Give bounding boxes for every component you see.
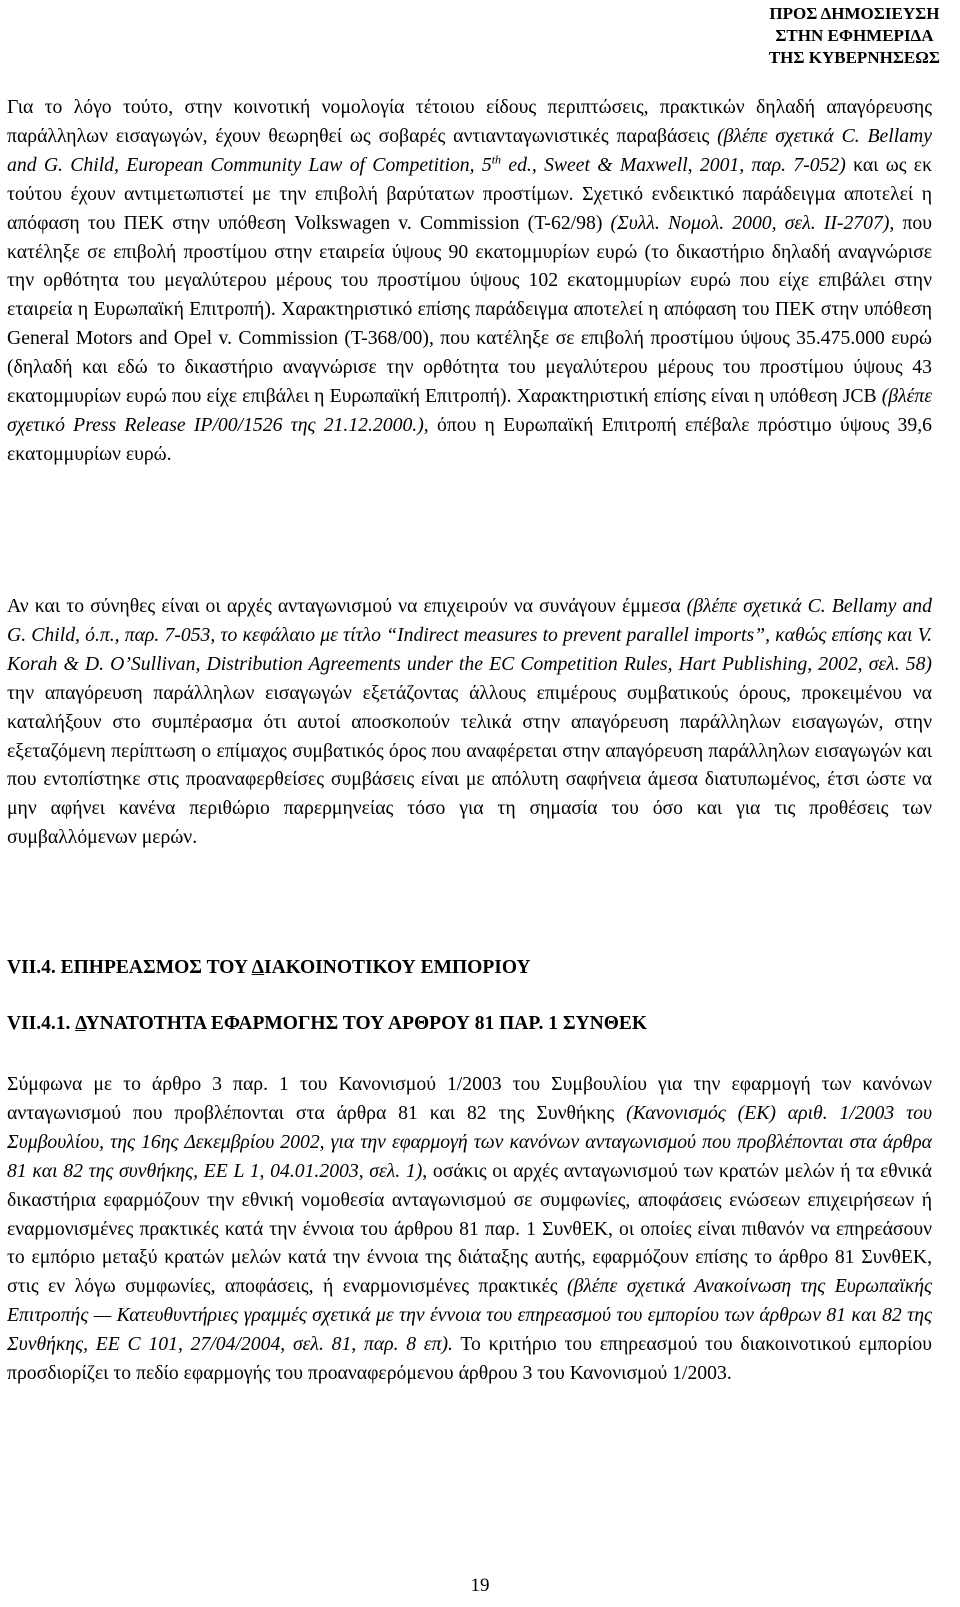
heading2-suffix: ΥΝΑΤΟΤΗΤΑ ΕΦΑΡΜΟΓΗΣ ΤΟΥ ΑΡΘΡΟΥ 81 ΠΑΡ. 1 ΣΥΝΘΕΚ	[85, 1013, 648, 1034]
para1-citation-end: ed., Sweet & Maxwell, 2001, παρ. 7-052)	[501, 153, 846, 176]
para2-text-1: Αν και το σύνηθες είναι οι αρχές ανταγωνισμού να επιχειρούν να συνάγουν έμμεσα	[7, 595, 687, 617]
heading1-suffix: ΙΑΚΟΙΝΟΤΙΚΟΥ ΕΜΠΟΡΙΟΥ	[264, 957, 531, 978]
para1-citation-press-release: (βλέπε σχετικό Press Release IP/00/1526 της 21.12.2000.)	[7, 385, 932, 436]
heading1-prefix: VII.4. ΕΠΗΡΕΑΣΜΟΣ ΤΟΥ	[7, 957, 252, 978]
header-line-3: ΤΗΣ ΚΥΒΕΡΝΗΣΕΩΣ	[768, 48, 940, 67]
para1-text-2: και ως εκ τούτου έχουν αντιμετωπιστεί με την επιβολή βαρύτατων προστίμων. Σχετικό ενδεικτικό παράδειγμα αποτελεί η απόφαση του ΠΕΚ στην υπόθεση Volkswagen v. Commission (T-62/98)	[7, 153, 932, 234]
section-heading-vii-4	[7, 957, 531, 979]
para3-text-2: , οσάκις οι αρχές ανταγωνισμού των κρατών μελών ή τα εθνικά δικαστήρια εφαρμόζουν την εθνική νομοθεσία ανταγωνισμού σε συμφωνίες, αποφάσεις ενώσεων επιχειρήσεων ή εναρμονισμένες πρακτικές κατά την έννοια του άρθρου 81 παρ. 1 ΣυνθΕΚ, οι οποίες είναι πιθανόν να επηρεάσουν το εμπόριο μεταξύ κρατών μελών κατά την έννοια της διάταξης αυτής, εφαρμόζουν επίσης το άρθρο 81 ΣυνθΕΚ, στις εν λόγω συμφωνίες, αποφάσεις, ή εναρμονισμένες πρακτικές	[7, 1159, 932, 1298]
para1-superscript: th	[491, 152, 502, 167]
paragraph-parallel-imports-fines	[7, 93, 932, 469]
paragraph-indirect-measures	[7, 592, 932, 852]
para2-citation: (βλέπε σχετικά C. Bellamy and G. Child, ό.π., παρ. 7-053, το κεφάλαιο με τίτλο “Indirect measures to prevent parallel imports”, καθώς επίσης και V. Korah & D. O’Sullivan, Distribution Agreements under the EC Competition Rules, Hart Publishing, 2002, σελ. 58)	[7, 595, 932, 675]
header-line-1: ΠΡΟΣ ΔΗΜΟΣΙΕΥΣΗ	[769, 4, 940, 23]
paragraph-article-81	[7, 1070, 932, 1388]
para1-text-3: που κατέληξε σε επιβολή προστίμου στην εταιρεία ύψους 90 εκατομμυρίων ευρώ (το δικαστήριο δηλαδή αναγνώρισε την ορθότητα του μεγαλύτερου μέρους του προστίμου ύψους 102 εκατομμυρίων ευρώ που είχε επιβάλει στην εταιρεία η Ευρωπαϊκή Επιτροπή). Χαρακτηριστικό επίσης παράδειγμα αποτελεί η απόφαση του ΠΕΚ στην υπόθεση General Motors and Opel v. Commission (T-368/00), που κατέληξε σε επιβολή προστίμου ύψους 35.475.000 ευρώ (δηλαδή και εδώ το δικαστήριο αναγνώρισε την ορθότητα του μεγαλύτερου μέρους του προστίμου ύψους 43 εκατομμυρίων ευρώ που είχε επιβάλει η Ευρωπαϊκή Επιτροπή). Χαρακτηριστική επίσης είναι η υπόθεση JCB	[7, 211, 933, 408]
heading2-prefix: VII.4.1.	[7, 1013, 76, 1034]
section-heading-vii-4-1	[7, 1013, 647, 1035]
para1-citation-volkswagen: (Συλλ. Νομολ. 2000, σελ. ΙΙ-2707),	[610, 211, 895, 234]
para1-citation-part: (βλέπε σχετικά C. Bellamy and G. Child, European Community Law of Competition, 5	[7, 124, 932, 176]
para1-text-1: Για το λόγο τούτο, στην κοινοτική νομολογία τέτοιου είδους περιπτώσεις, πρακτικών δηλαδή απαγόρευσης παράλληλων εισαγωγών, έχουν θεωρηθεί ως σοβαρές αντιανταγωνιστικές παραβάσεις	[7, 96, 932, 147]
para1-text-4: , όπου η Ευρωπαϊκή Επιτροπή επέβαλε πρόστιμο ύψους 39,6 εκατομμυρίων ευρώ.	[7, 413, 932, 465]
para3-text-3: Το κριτήριο του επηρεασμού του διακοινοτικού εμπορίου προσδιορίζει το πεδίο εφαρμογής του προαναφερόμενου άρθρου 3 του Κανονισμού 1/2003.	[7, 1333, 932, 1385]
para2-text-2: την απαγόρευση παράλληλων εισαγωγών εξετάζοντας άλλους επιμέρους συμβατικούς όρους, προκειμένου να καταλήξουν στο συμπέρασμα ότι αυτοί αποσκοπούν τελικά στην απαγόρευση παράλληλων εισαγωγών, στην εξεταζόμενη περίπτωση ο επίμαχος συμβατικός όρος που αναφέρεται στην απαγόρευση παράλληλων εισαγωγών και που εντοπίστηκε στις προαναφερθείσες συμβάσεις είναι με απόλυτη σαφήνεια άμεσα διατυπωμένος, έτσι ώστε να μην αφήνει κανένα περιθώριο παρερμηνείας τόσο για τη σημασία του όσο και για τις προθέσεις των συμβαλλόμενων μερών.	[7, 681, 932, 849]
heading1-underlined-letter: Δ	[251, 957, 265, 978]
page-number: 19	[470, 1575, 490, 1596]
para3-citation-notice: (βλέπε σχετικά Ανακοίνωση της Ευρωπαϊκής Επιτροπής — Κατευθυντήριες γραμμές σχετικά με την έννοια του επηρεασμού του εμπορίου των άρθρων 81 και 82 της Συνθήκης, ΕΕ C 101, 27/04/2004, σελ. 81, παρ. 8 επ).	[7, 1275, 932, 1356]
heading2-underlined-letter: Δ	[75, 1013, 86, 1034]
publication-header	[769, 3, 940, 69]
para3-citation-regulation: (Κανονισμός (ΕΚ) αριθ. 1/2003 του Συμβουλίου, της 16ης Δεκεμβρίου 2002, για την εφαρμογή των κανόνων ανταγωνισμού που προβλέπονται στα άρθρα 81 και 82 της συνθήκης, ΕΕ L 1, 04.01.2003, σελ. 1)	[7, 1101, 932, 1182]
header-line-2: ΣΤΗΝ ΕΦΗΜΕΡΙΔΑ	[775, 26, 934, 45]
para3-text-1: Σύμφωνα με το άρθρο 3 παρ. 1 του Κανονισμού 1/2003 του Συμβουλίου για την εφαρμογή των κανόνων ανταγωνισμού που προβλέπονται στα άρθρα 81 και 82 της Συνθήκης	[7, 1073, 932, 1124]
